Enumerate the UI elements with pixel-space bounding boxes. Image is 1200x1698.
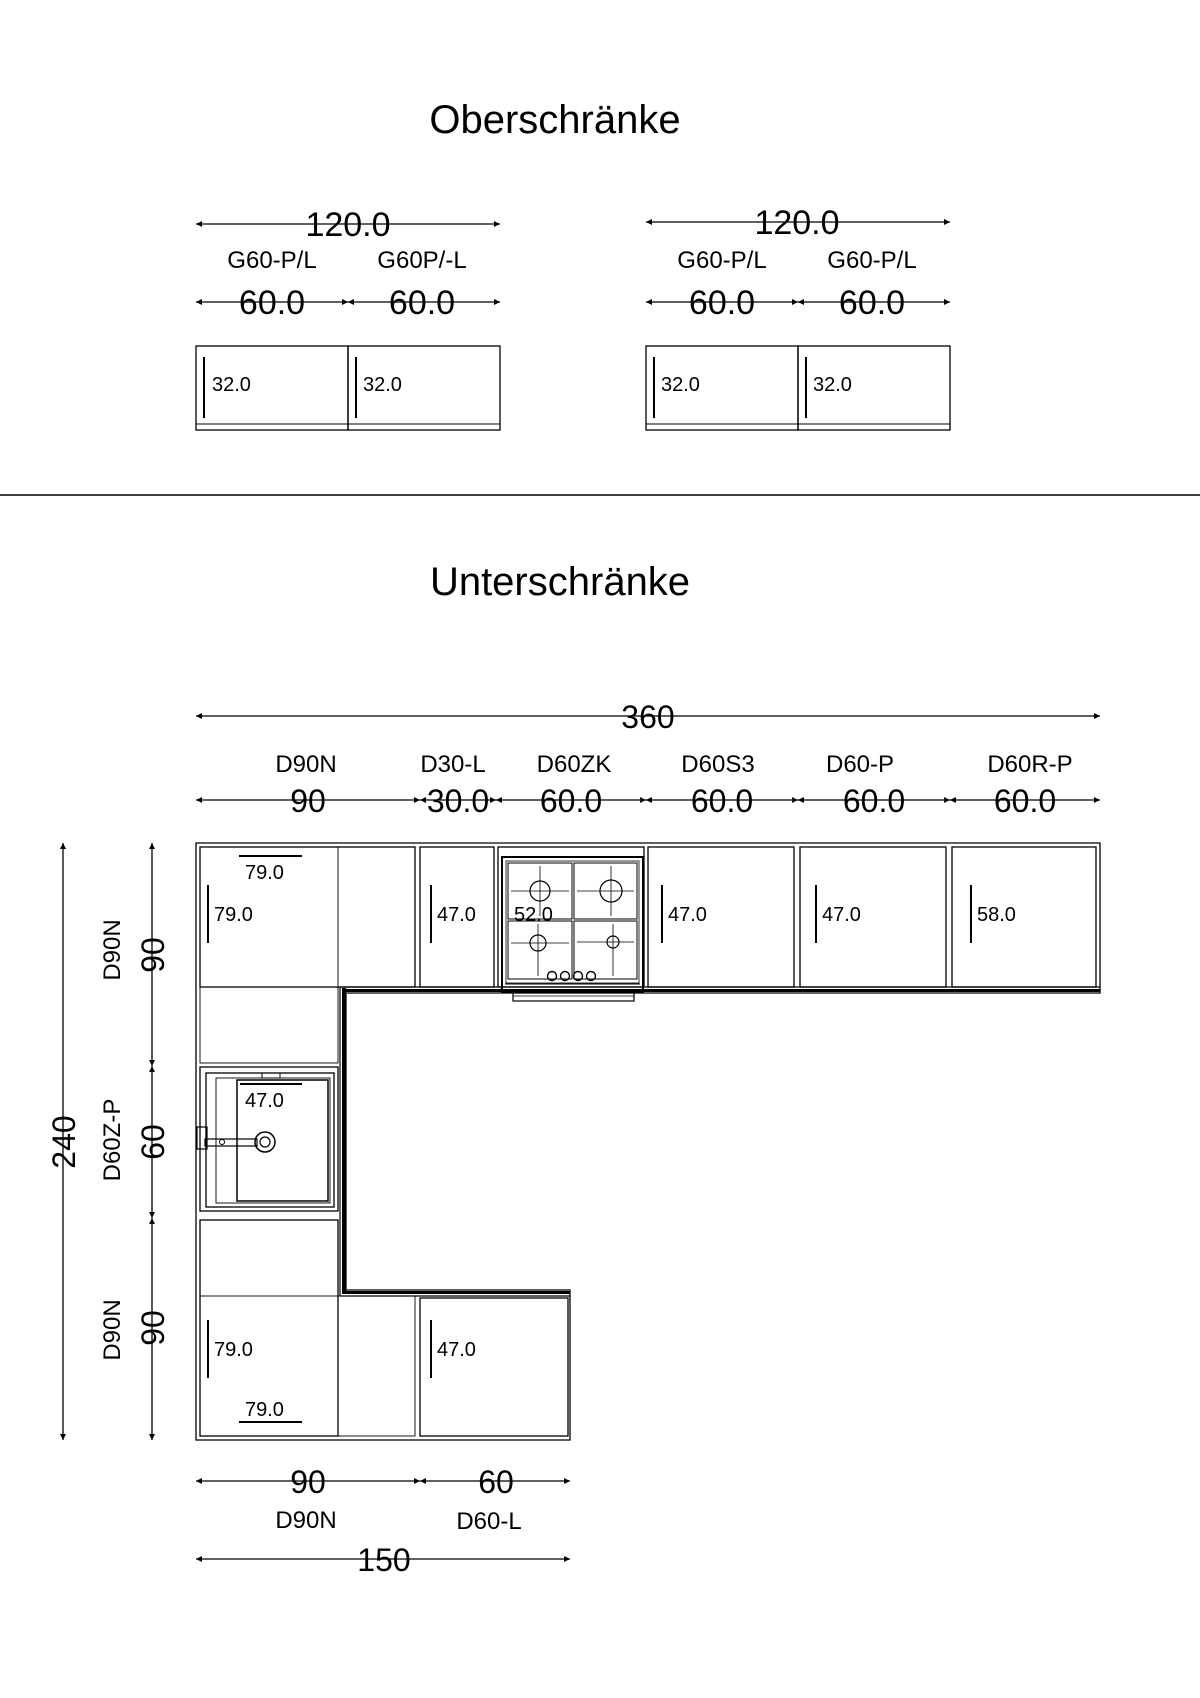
- upper-right-label-2: G60-P/L: [827, 247, 917, 274]
- cabinet-d60l: [420, 1298, 568, 1436]
- left-width-bottom: 90: [135, 1310, 171, 1346]
- top-label-d30l: D30-L: [420, 751, 486, 778]
- bottom-label-d90n: D90N: [275, 1507, 337, 1534]
- left-label-middle: D60Z-P: [99, 1098, 126, 1182]
- sink-cabinet-d60zp: [197, 1067, 338, 1211]
- top-label-d60p: D60-P: [825, 751, 895, 778]
- top-width-d60s3: 60.0: [690, 783, 754, 819]
- upper-left-width-2: 60.0: [388, 284, 456, 322]
- left-label-bottom: D90N: [99, 1299, 126, 1361]
- upper-depth-2: 32.0: [363, 374, 402, 396]
- upper-left-width-1: 60.0: [238, 284, 306, 322]
- cooktop-icon: [502, 857, 643, 1001]
- corner-depth-top-h: 79.0: [245, 862, 284, 884]
- depth-d60rp: 58.0: [977, 904, 1016, 926]
- left-dimension-chain: [46, 843, 171, 1440]
- bottom-total: 150: [357, 1542, 411, 1578]
- corner-depth-bottom-v: 79.0: [214, 1339, 253, 1361]
- upper-right-total: 120.0: [754, 204, 840, 242]
- bottom-label-d60l: D60-L: [456, 1508, 522, 1535]
- upper-right-width-2: 60.0: [838, 284, 906, 322]
- bottom-row-cabinets: [200, 1220, 568, 1436]
- sink-depth: 47.0: [245, 1090, 284, 1112]
- lower-section-title: Unterschränke: [429, 560, 691, 604]
- top-width-d90n: 90: [290, 783, 326, 819]
- depth-d60l: 47.0: [437, 1339, 476, 1361]
- left-width-middle: 60: [135, 1124, 171, 1160]
- upper-depth-4: 32.0: [813, 374, 852, 396]
- top-label-d60s3: D60S3: [681, 751, 755, 778]
- upper-left-label-2: G60P/-L: [377, 247, 467, 274]
- upper-left-label-1: G60-P/L: [227, 247, 317, 274]
- left-label-top: D90N: [99, 919, 126, 981]
- left-width-top: 90: [135, 937, 171, 973]
- top-width-d60zk: 60.0: [539, 783, 603, 819]
- upper-depth-1: 32.0: [212, 374, 251, 396]
- bottom-dimension-chain: [196, 1464, 570, 1578]
- depth-d30l: 47.0: [437, 904, 476, 926]
- upper-right-group: [646, 204, 950, 430]
- upper-depth-3: 32.0: [661, 374, 700, 396]
- top-width-d60rp: 60.0: [993, 783, 1057, 819]
- upper-left-total: 120.0: [305, 206, 391, 244]
- bottom-width-d90n: 90: [290, 1464, 326, 1500]
- upper-right-label-1: G60-P/L: [677, 247, 767, 274]
- top-row-cabinets: [200, 847, 1096, 1063]
- corner-depth-bottom-h: 79.0: [245, 1399, 284, 1421]
- depth-d60zk: 52.0: [514, 904, 553, 926]
- upper-section-title: Oberschränke: [429, 98, 681, 142]
- corner-depth-top-v: 79.0: [214, 904, 253, 926]
- upper-left-group: [196, 206, 500, 430]
- bottom-width-d60l: 60: [478, 1464, 514, 1500]
- depth-d60s3: 47.0: [668, 904, 707, 926]
- top-width-d30l: 30.0: [426, 783, 490, 819]
- left-total: 240: [46, 1115, 82, 1169]
- lower-top-total: 360: [621, 699, 675, 735]
- top-label-d60rp: D60R-P: [987, 751, 1073, 778]
- upper-right-width-1: 60.0: [688, 284, 756, 322]
- top-label-d60zk: D60ZK: [536, 751, 612, 778]
- top-label-d90n: D90N: [275, 751, 337, 778]
- depth-d60p: 47.0: [822, 904, 861, 926]
- cabinet-d60rp: [952, 847, 1096, 987]
- top-width-d60p: 60.0: [842, 783, 906, 819]
